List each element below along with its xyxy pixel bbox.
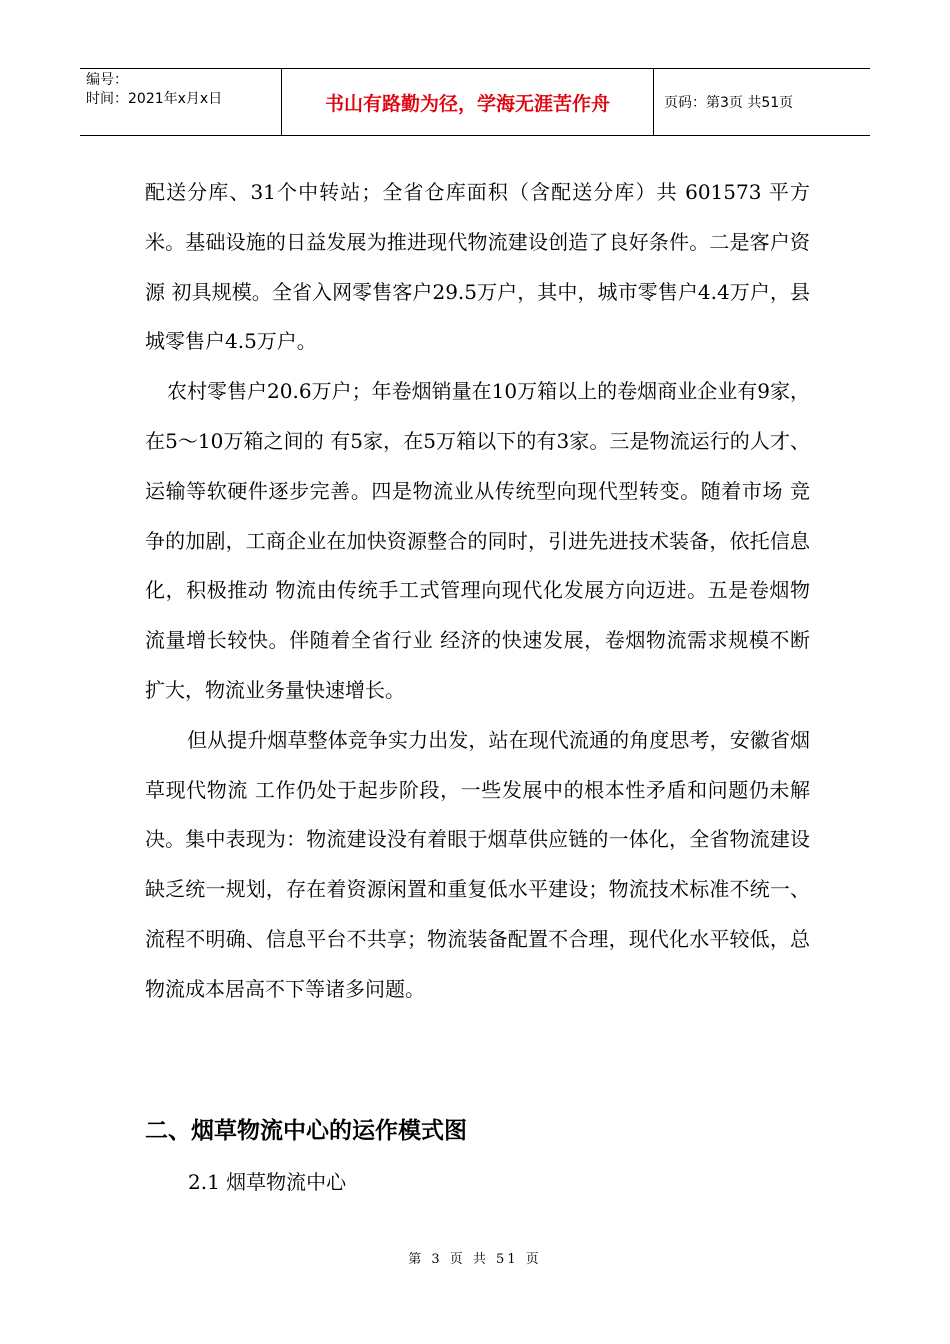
body-paragraph-2: 农村零售户20.6万户；年卷烟销量在10万箱以上的卷烟商业企业有9家，在5～10万箱之间的 有5家，在5万箱以下的有3家。三是物流运行的人才、运输等软硬件逐步完善。四是物流业从传统型向现代型转变。随着市场 竞争的加剧，工商企业在加快资源整合的同时，引进先进技术装备，依托信息化，积极推动 物流由传统手工式管理向现代化发展方向迈进。五是卷烟物流量增长较快。伴随着全省行业 经济的快速发展，卷烟物流需求规模不断扩大，物流业务量快速增长。 xyxy=(145,379,810,702)
page-info-text: 页码：第3页 共51页 xyxy=(664,95,794,111)
document-number-label: 编号： xyxy=(86,72,128,88)
body-paragraph-3: 但从提升烟草整体竞争实力出发，站在现代流通的角度思考，安徽省烟草现代物流 工作仍处于起步阶段，一些发展中的根本性矛盾和问题仍未解决。集中表现为：物流建设没有着眼于烟草供应链的一体化，全省物流建设缺乏统一规划，存在着资源闲置和重复低水平建设；物流技术标准不统一、流程不明确、信息平台不共享；物流装备配置不合理，现代化水平较低，总物流成本居高不下等诸多问题。 xyxy=(145,727,810,1001)
page-header xyxy=(80,68,870,136)
section-subheading: 2.1 烟草物流中心 xyxy=(188,1170,347,1194)
header-meta xyxy=(80,69,282,135)
page-footer: 第 3 页 共 51 页 xyxy=(408,1252,542,1267)
section-heading: 二、烟草物流中心的运作模式图 xyxy=(145,1118,467,1144)
document-date: 时间：2021年x月x日 xyxy=(86,91,223,107)
body-paragraph-1: 配送分库、31个中转站；全省仓库面积（含配送分库）共 601573 平方米。基础设施的日益发展为推进现代物流建设创造了良好条件。二是客户资源 初具规模。全省入网零售客户29.5万户，其中，城市零售户4.4万户，县城零售户4.5万户。 xyxy=(145,180,810,354)
header-motto xyxy=(282,69,654,135)
document-body xyxy=(145,168,810,1015)
header-page-info xyxy=(654,69,870,135)
motto-text: 书山有路勤为径，学海无涯苦作舟 xyxy=(324,92,610,115)
